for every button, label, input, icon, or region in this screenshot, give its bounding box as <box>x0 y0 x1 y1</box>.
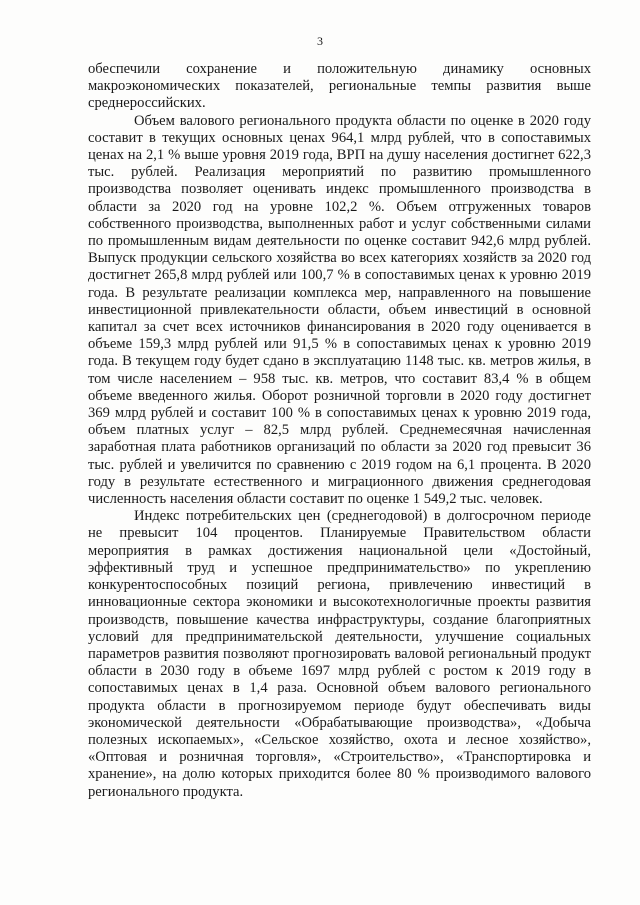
paragraph-price-index-forecast: Индекс потребительских цен (среднегодовой) в долгосрочном периоде не превысит 104 процентов. Планируемые Правительством области мероприятия в рамках достижения национальной цели «Достойный, эффективный труд и успешное предпринимательство» по укреплению конкурентоспособных позиций региона, привлечению инвестиций в инновационные сектора экономики и высокотехнологичные проекты развития производств, повышение качества инфраструктуры, создание благоприятных условий для предпринимательской деятельности, улучшение социальных параметров развития позволяют прогнозировать валовой региональный продукт области в 2030 году в объеме 1697 млрд рублей с ростом к 2019 году в сопоставимых ценах в 1,4 раза. Основной объем валового регионального продукта области в прогнозируемом периоде будут обеспечивать виды экономической деятельности «Обрабатывающие производства», «Добыча полезных ископаемых», «Сельское хозяйство, охота и лесное хозяйство», «Оптовая и розничная торговля», «Строительство», «Транспортировка и хранение», на долю которых приходится более 80 % производимого валового регионального продукта. <box>88 508 591 800</box>
page-number: 3 <box>317 34 323 48</box>
paragraph-grp-estimate: Объем валового регионального продукта области по оценке в 2020 году составит в текущих основных ценах 964,1 млрд рублей, что в сопоставимых ценах на 2,1 % выше уровня 2019 года, ВРП на душу населения достигнет 622,3 тыс. рублей. Реализация мероприятий по развитию промышленного производства позволяет оценивать индекс промышленного производства в области за 2020 год на уровне 102,2 %. Объем отгруженных товаров собственного производства, выполненных работ и услуг собственными силами по промышленным видам деятельности по оценке составит 942,6 млрд рублей. Выпуск продукции сельского хозяйства во всех категориях хозяйств за 2020 год достигнет 265,8 млрд рублей или 100,7 % в сопоставимых ценах к уровню 2019 года. В результате реализации комплекса мер, направленного на повышение инвестиционной привлекательности области, объем инвестиций в основной капитал за счет всех источников финансирования в 2020 году оценивается в объеме 159,3 млрд рублей или 91,5 % в сопоставимых ценах к уровню 2019 года. В текущем году будет сдано в эксплуатацию 1148 тыс. кв. метров жилья, в том числе населением – 958 тыс. кв. метров, что составит 83,4 % в общем объеме введенного жилья. Оборот розничной торговли в 2020 году достигнет 369 млрд рублей и составит 100 % в сопоставимых ценах к уровню 2019 года, объем платных услуг – 82,5 млрд рублей. Среднемесячная начисленная заработная плата работников организаций по области за 2020 год превысит 36 тыс. рублей и увеличится по сравнению с 2019 годом на 6,1 процента. В 2020 году в результате естественного и миграционного движения среднегодовая численность населения области составит по оценке 1 549,2 тыс. человек. <box>88 112 591 508</box>
document-body <box>88 61 591 801</box>
paragraph-continuation: обеспечили сохранение и положительную динамику основных макроэкономических показателей, региональные темпы развития выше среднероссийских. <box>88 61 591 112</box>
